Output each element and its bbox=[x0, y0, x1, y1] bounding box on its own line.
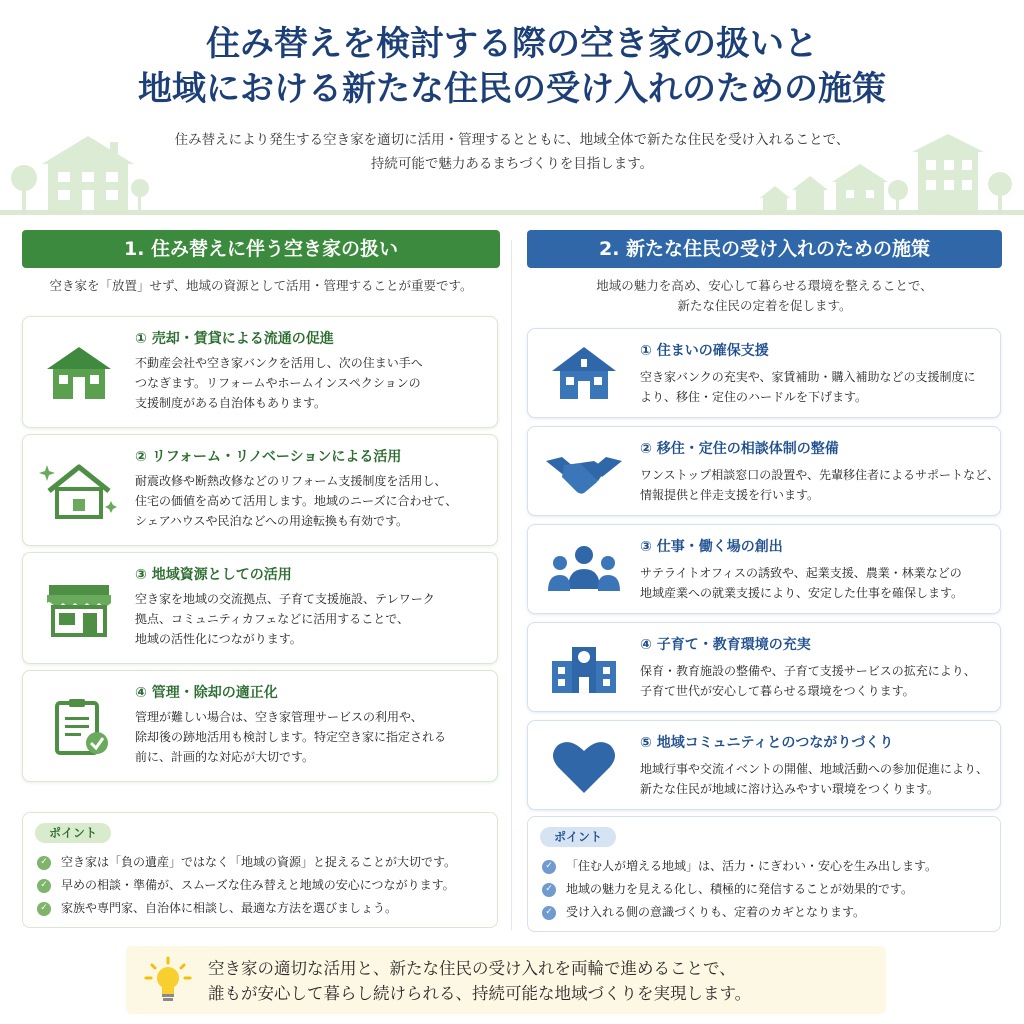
list-item: ✓ 「住む人が増える地域」は、活力・にぎわい・安心を生み出します。 bbox=[542, 855, 937, 878]
left-card-1-heading: ① 売却・賃貸による流通の促進 bbox=[135, 331, 334, 347]
lightbulb-icon bbox=[144, 956, 192, 1004]
right-column bbox=[527, 230, 1002, 919]
list-item: ✓ 家族や専門家、自治体に相談し、最適な方法を選びましょう。 bbox=[37, 897, 456, 920]
check-icon: ✓ bbox=[542, 906, 556, 920]
right-card-4-body: 保育・教育施設の整備や、子育て支援サービスの拡充により、 子育て世代が安心して暮らせる環境をつくります。 bbox=[640, 664, 976, 698]
left-card-1-body: 不動産会社や空き家バンクを活用し、次の住まい手へ つなぎます。リフォームやホームインスペクションの 支援制度がある自治体もあります。 bbox=[135, 356, 423, 410]
subtitle-line-1: 住み替えにより発生する空き家を適切に活用・管理するとともに、地域全体で新たな住民を受け入れることで、 bbox=[174, 132, 850, 148]
page-title-line-2: 地域における新たな住民の受け入れのための施策 bbox=[138, 69, 886, 109]
left-card-sale-rental bbox=[22, 316, 498, 428]
page-title bbox=[0, 22, 1024, 112]
house-sparkle-icon bbox=[39, 461, 119, 521]
check-icon: ✓ bbox=[37, 902, 51, 916]
left-column-header: 1. 住み替えに伴う空き家の扱い bbox=[22, 230, 500, 268]
right-card-consultation bbox=[527, 426, 1001, 516]
right-card-5-heading: ⑤ 地域コミュニティとのつながりづくり bbox=[640, 735, 894, 751]
house-icon bbox=[544, 343, 624, 403]
right-card-1-body: 空き家バンクの充実や、家賃補助・購入補助などの支援制度に より、移住・定住のハードルを下げます。 bbox=[640, 370, 976, 404]
right-card-5-body: 地域行事や交流イベントの開催、地域活動への参加促進により、 新たな住民が地域に溶け込みやすい環境をつくります。 bbox=[640, 762, 989, 796]
right-card-housing-support bbox=[527, 328, 1001, 418]
left-card-2-body: 耐震改修や断熱改修などのリフォーム支援制度を活用し、 住宅の価値を高めて活用します。地域のニーズに合わせて、 シェアハウスや民泊などへの用途転換も有効です。 bbox=[135, 474, 458, 528]
left-card-3-heading: ③ 地域資源としての活用 bbox=[135, 567, 292, 583]
check-icon: ✓ bbox=[37, 879, 51, 893]
check-icon: ✓ bbox=[542, 883, 556, 897]
left-point-box bbox=[22, 812, 498, 928]
left-card-reform-renovation bbox=[22, 434, 498, 546]
house-icon bbox=[39, 343, 119, 403]
people-icon bbox=[544, 541, 624, 601]
right-point-box bbox=[527, 816, 1001, 932]
column-divider bbox=[511, 240, 512, 930]
clipboard-check-icon bbox=[39, 697, 119, 757]
left-card-2-heading: ② リフォーム・リノベーションによる活用 bbox=[135, 449, 402, 465]
right-card-4-heading: ④ 子育て・教育環境の充実 bbox=[640, 637, 811, 653]
left-column-intro: 空き家を「放置」せず、地域の資源として活用・管理することが重要です。 bbox=[49, 278, 473, 293]
left-column bbox=[22, 230, 500, 915]
heart-icon bbox=[544, 737, 624, 797]
left-point-list bbox=[37, 851, 456, 920]
summary-banner bbox=[126, 946, 886, 1014]
subtitle-line-2: 持続可能で魅力あるまちづくりを目指します。 bbox=[370, 156, 654, 172]
left-card-community-resource bbox=[22, 552, 498, 664]
check-icon: ✓ bbox=[542, 860, 556, 874]
right-point-badge: ポイント bbox=[540, 827, 616, 847]
page-subtitle bbox=[0, 128, 1024, 176]
storefront-icon bbox=[39, 579, 119, 639]
list-item: ✓ 空き家は「負の遺産」ではなく「地域の資源」と捉えることが大切です。 bbox=[37, 851, 456, 874]
page-title-line-1: 住み替えを検討する際の空き家の扱いと bbox=[206, 24, 818, 64]
right-card-2-heading: ② 移住・定住の相談体制の整備 bbox=[640, 441, 839, 457]
list-item: ✓ 受け入れる側の意識づくりも、定着のカギとなります。 bbox=[542, 901, 937, 924]
right-column-intro: 地域の魅力を高め、安心して暮らせる環境を整えることで、 新たな住民の定着を促します。 bbox=[596, 278, 933, 313]
left-point-badge: ポイント bbox=[35, 823, 111, 843]
right-card-1-heading: ① 住まいの確保支援 bbox=[640, 343, 769, 359]
check-icon: ✓ bbox=[37, 856, 51, 870]
right-column-header: 2. 新たな住民の受け入れのための施策 bbox=[527, 230, 1002, 268]
list-item: ✓ 地域の魅力を見える化し、積極的に発信することが効果的です。 bbox=[542, 878, 937, 901]
right-card-3-body: サテライトオフィスの誘致や、起業支援、農業・林業などの 地域産業への就業支援により、安定した仕事を確保します。 bbox=[640, 566, 964, 600]
right-card-2-body: ワンストップ相談窓口の設置や、先輩移住者によるサポートなど、 情報提供と伴走支援を行います。 bbox=[640, 468, 1000, 502]
ground-line bbox=[0, 210, 1024, 215]
left-card-4-heading: ④ 管理・除却の適正化 bbox=[135, 685, 278, 701]
right-card-jobs bbox=[527, 524, 1001, 614]
list-item: ✓ 早めの相談・準備が、スムーズな住み替えと地域の安心につながります。 bbox=[37, 874, 456, 897]
left-card-management-demolition bbox=[22, 670, 498, 782]
left-card-3-body: 空き家を地域の交流拠点、子育て支援施設、テレワーク 拠点、コミュニティカフェなどに活用することで、 地域の活性化につながります。 bbox=[135, 592, 435, 646]
right-card-3-heading: ③ 仕事・働く場の創出 bbox=[640, 539, 783, 555]
handshake-icon bbox=[544, 443, 624, 503]
school-icon bbox=[544, 637, 624, 697]
right-card-community bbox=[527, 720, 1001, 810]
summary-text: 空き家の適切な活用と、新たな住民の受け入れを両輪で進めることで、 誰もが安心して暮らし続けられる、持続可能な地域づくりを実現します。 bbox=[208, 959, 752, 1003]
left-card-4-body: 管理が難しい場合は、空き家管理サービスの利用や、 除却後の跡地活用も検討します。特定空き家に指定される 前に、計画的な対応が大切です。 bbox=[135, 710, 447, 764]
right-point-list bbox=[542, 855, 937, 924]
right-card-childcare-education bbox=[527, 622, 1001, 712]
